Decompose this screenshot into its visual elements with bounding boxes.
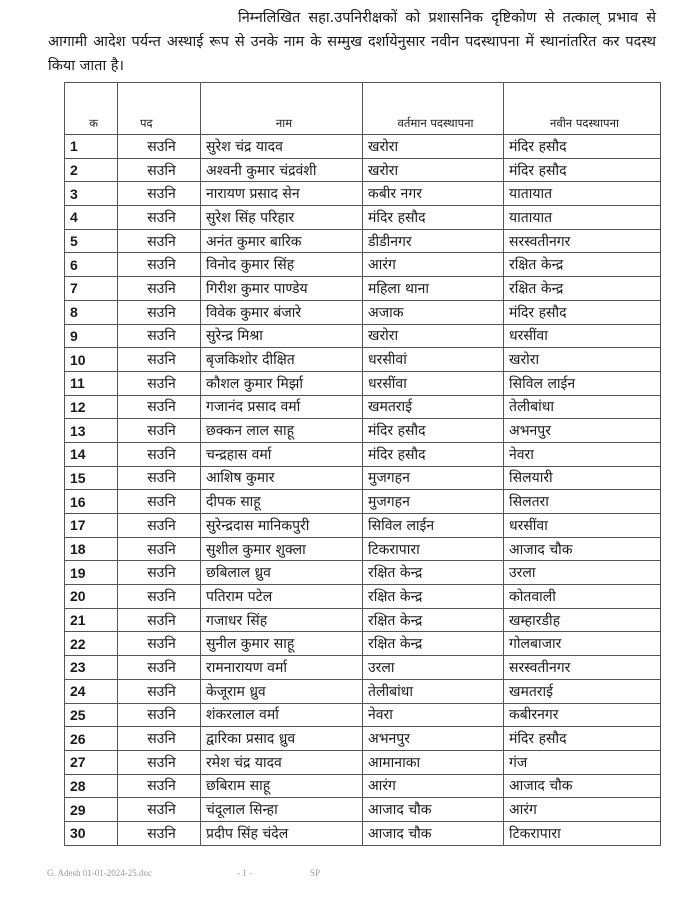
cell-serial: 29 (65, 798, 118, 822)
cell-new-posting: नेवरा (504, 442, 661, 466)
cell-current-posting: मंदिर हसौद (363, 206, 504, 230)
cell-new-posting: आरंग (504, 798, 661, 822)
header-name: नाम (201, 83, 363, 135)
cell-name: गिरीश कुमार पाण्डेय (201, 277, 363, 301)
table-row (65, 419, 661, 443)
cell-post: सउनि (118, 632, 201, 656)
cell-current-posting: मंदिर हसौद (363, 442, 504, 466)
footer-initials: SP (310, 868, 321, 878)
cell-current-posting: खरोरा (363, 158, 504, 182)
cell-post: सउनि (118, 371, 201, 395)
cell-name: बृजकिशोर दीक्षित (201, 348, 363, 372)
cell-current-posting: धरसींवा (363, 371, 504, 395)
cell-new-posting: कोतवाली (504, 585, 661, 609)
cell-post: सउनि (118, 750, 201, 774)
table-row (65, 158, 661, 182)
cell-name: चंदूलाल सिन्हा (201, 798, 363, 822)
cell-current-posting: नेवरा (363, 703, 504, 727)
table-row (65, 466, 661, 490)
cell-name: गजाधर सिंह (201, 608, 363, 632)
table-row (65, 585, 661, 609)
cell-current-posting: मंदिर हसौद (363, 419, 504, 443)
transfer-table (64, 82, 661, 846)
cell-serial: 13 (65, 419, 118, 443)
cell-name: प्रदीप सिंह चंदेल (201, 821, 363, 845)
cell-serial: 3 (65, 182, 118, 206)
cell-new-posting: मंदिर हसौद (504, 727, 661, 751)
cell-current-posting: धरसीवां (363, 348, 504, 372)
table-row (65, 821, 661, 845)
cell-serial: 21 (65, 608, 118, 632)
cell-serial: 4 (65, 206, 118, 230)
cell-post: सउनि (118, 490, 201, 514)
cell-serial: 26 (65, 727, 118, 751)
cell-current-posting: रक्षित केन्द्र (363, 561, 504, 585)
cell-serial: 27 (65, 750, 118, 774)
intro-paragraph (48, 6, 656, 78)
table-row (65, 774, 661, 798)
cell-post: सउनि (118, 561, 201, 585)
cell-current-posting: तेलीबांधा (363, 679, 504, 703)
table-row (65, 750, 661, 774)
cell-name: कौशल कुमार मिर्झा (201, 371, 363, 395)
table-row (65, 395, 661, 419)
table-header-row (65, 83, 661, 135)
cell-serial: 11 (65, 371, 118, 395)
cell-name: नारायण प्रसाद सेन (201, 182, 363, 206)
cell-name: सुनील कुमार साहू (201, 632, 363, 656)
cell-serial: 12 (65, 395, 118, 419)
cell-serial: 10 (65, 348, 118, 372)
cell-name: सुशील कुमार शुक्ला (201, 537, 363, 561)
cell-post: सउनि (118, 135, 201, 159)
cell-serial: 8 (65, 300, 118, 324)
cell-new-posting: आजाद चौक (504, 774, 661, 798)
cell-new-posting: कबीरनगर (504, 703, 661, 727)
cell-post: सउनि (118, 348, 201, 372)
cell-serial: 20 (65, 585, 118, 609)
cell-new-posting: अभनपुर (504, 419, 661, 443)
cell-current-posting: उरला (363, 656, 504, 680)
table-row (65, 277, 661, 301)
cell-post: सउनि (118, 727, 201, 751)
cell-name: पतिराम पटेल (201, 585, 363, 609)
table-row (65, 206, 661, 230)
cell-new-posting: यातायात (504, 206, 661, 230)
cell-name: शंकरलाल वर्मा (201, 703, 363, 727)
cell-post: सउनि (118, 324, 201, 348)
table-row (65, 348, 661, 372)
cell-post: सउनि (118, 585, 201, 609)
cell-post: सउनि (118, 182, 201, 206)
cell-current-posting: आजाद चौक (363, 798, 504, 822)
table-body (65, 135, 661, 846)
table-row (65, 632, 661, 656)
cell-name: चन्द्रहास वर्मा (201, 442, 363, 466)
cell-new-posting: गंज (504, 750, 661, 774)
cell-post: सउनि (118, 679, 201, 703)
cell-new-posting: खमतराई (504, 679, 661, 703)
cell-new-posting: टिकरापारा (504, 821, 661, 845)
intro-text: निम्नलिखित सहा.उपनिरीक्षकों को प्रशासनिक दृष्टिकोण से तत्काल् प्रभाव से आगामी आदेश पर्यन्त अस्थाई रूप से उनके नाम के सम्मुख दर्शायेनुसार नवीन पदस्थापना में स्थानांतरित कर पदस्थ किया जाता है। (48, 10, 656, 74)
cell-new-posting: सिलतरा (504, 490, 661, 514)
header-serial: क (65, 83, 118, 135)
cell-current-posting: डीडीनगर (363, 229, 504, 253)
table-row (65, 253, 661, 277)
cell-current-posting: सिविल लाईन (363, 514, 504, 538)
cell-current-posting: मुजगहन (363, 490, 504, 514)
cell-post: सउनि (118, 229, 201, 253)
cell-current-posting: खरोरा (363, 135, 504, 159)
cell-new-posting: मंदिर हसौद (504, 135, 661, 159)
cell-new-posting: मंदिर हसौद (504, 300, 661, 324)
cell-current-posting: आमानाका (363, 750, 504, 774)
table-row (65, 798, 661, 822)
cell-serial: 7 (65, 277, 118, 301)
table-row (65, 703, 661, 727)
cell-current-posting: रक्षित केन्द्र (363, 585, 504, 609)
cell-post: सउनि (118, 821, 201, 845)
table-row (65, 324, 661, 348)
header-post: पद (118, 83, 201, 135)
cell-serial: 1 (65, 135, 118, 159)
cell-name: द्वारिका प्रसाद ध्रुव (201, 727, 363, 751)
cell-current-posting: खमतराई (363, 395, 504, 419)
cell-new-posting: खम्हारडीह (504, 608, 661, 632)
cell-name: अनंत कुमार बारिक (201, 229, 363, 253)
table-row (65, 490, 661, 514)
cell-serial: 18 (65, 537, 118, 561)
cell-new-posting: मंदिर हसौद (504, 158, 661, 182)
cell-post: सउनि (118, 419, 201, 443)
cell-current-posting: अभनपुर (363, 727, 504, 751)
cell-current-posting: आरंग (363, 253, 504, 277)
cell-new-posting: रक्षित केन्द्र (504, 253, 661, 277)
cell-new-posting: गोलबाजार (504, 632, 661, 656)
cell-post: सउनि (118, 608, 201, 632)
table-row (65, 442, 661, 466)
cell-name: सुरेन्द्र मिश्रा (201, 324, 363, 348)
cell-name: केजूराम ध्रुव (201, 679, 363, 703)
table-row (65, 537, 661, 561)
footer-page-number: - 1 - (237, 868, 252, 878)
table-row (65, 727, 661, 751)
table-row (65, 561, 661, 585)
cell-serial: 25 (65, 703, 118, 727)
cell-name: दीपक साहू (201, 490, 363, 514)
cell-name: गजानंद प्रसाद वर्मा (201, 395, 363, 419)
table-row (65, 371, 661, 395)
cell-post: सउनि (118, 395, 201, 419)
cell-current-posting: महिला थाना (363, 277, 504, 301)
cell-new-posting: धरसींवा (504, 514, 661, 538)
cell-serial: 19 (65, 561, 118, 585)
cell-serial: 5 (65, 229, 118, 253)
cell-name: विनोद कुमार सिंह (201, 253, 363, 277)
cell-current-posting: रक्षित केन्द्र (363, 632, 504, 656)
cell-current-posting: कबीर नगर (363, 182, 504, 206)
table-row (65, 229, 661, 253)
cell-name: सुरेश चंद्र यादव (201, 135, 363, 159)
cell-post: सउनि (118, 656, 201, 680)
cell-post: सउनि (118, 158, 201, 182)
cell-post: सउनि (118, 537, 201, 561)
cell-new-posting: तेलीबांधा (504, 395, 661, 419)
cell-post: सउनि (118, 442, 201, 466)
cell-current-posting: रक्षित केन्द्र (363, 608, 504, 632)
cell-new-posting: धरसींवा (504, 324, 661, 348)
cell-post: सउनि (118, 514, 201, 538)
cell-serial: 9 (65, 324, 118, 348)
cell-post: सउनि (118, 206, 201, 230)
cell-name: सुरेश सिंह परिहार (201, 206, 363, 230)
cell-serial: 14 (65, 442, 118, 466)
cell-current-posting: अजाक (363, 300, 504, 324)
cell-current-posting: मुजगहन (363, 466, 504, 490)
cell-name: आशिष कुमार (201, 466, 363, 490)
table-row (65, 656, 661, 680)
header-new-posting: नवीन पदस्थापना (504, 83, 661, 135)
table-row (65, 679, 661, 703)
cell-name: छबिराम साहू (201, 774, 363, 798)
cell-new-posting: खरोरा (504, 348, 661, 372)
cell-post: सउनि (118, 798, 201, 822)
cell-post: सउनि (118, 774, 201, 798)
cell-serial: 17 (65, 514, 118, 538)
cell-post: सउनि (118, 703, 201, 727)
cell-serial: 6 (65, 253, 118, 277)
footer-filename: G. Adesh 01-01-2024-25.doc (47, 868, 152, 878)
cell-post: सउनि (118, 253, 201, 277)
cell-current-posting: आरंग (363, 774, 504, 798)
cell-current-posting: टिकरापारा (363, 537, 504, 561)
cell-post: सउनि (118, 466, 201, 490)
cell-serial: 30 (65, 821, 118, 845)
cell-post: सउनि (118, 277, 201, 301)
cell-serial: 24 (65, 679, 118, 703)
cell-name: रमेश चंद्र यादव (201, 750, 363, 774)
cell-serial: 22 (65, 632, 118, 656)
cell-new-posting: सिलयारी (504, 466, 661, 490)
cell-name: अश्वनी कुमार चंद्रवंशी (201, 158, 363, 182)
cell-new-posting: सरस्वतीनगर (504, 656, 661, 680)
cell-name: विवेक कुमार बंजारे (201, 300, 363, 324)
cell-new-posting: उरला (504, 561, 661, 585)
cell-name: छबिलाल ध्रुव (201, 561, 363, 585)
cell-new-posting: सिविल लाईन (504, 371, 661, 395)
cell-serial: 28 (65, 774, 118, 798)
cell-serial: 15 (65, 466, 118, 490)
cell-name: छक्कन लाल साहू (201, 419, 363, 443)
cell-serial: 16 (65, 490, 118, 514)
cell-new-posting: रक्षित केन्द्र (504, 277, 661, 301)
table-row (65, 514, 661, 538)
cell-current-posting: खरोरा (363, 324, 504, 348)
cell-new-posting: आजाद चौक (504, 537, 661, 561)
cell-current-posting: आजाद चौक (363, 821, 504, 845)
cell-name: रामनारायण वर्मा (201, 656, 363, 680)
cell-name: सुरेन्द्रदास मानिकपुरी (201, 514, 363, 538)
table-row (65, 608, 661, 632)
table-row (65, 135, 661, 159)
cell-serial: 2 (65, 158, 118, 182)
cell-new-posting: यातायात (504, 182, 661, 206)
cell-post: सउनि (118, 300, 201, 324)
cell-serial: 23 (65, 656, 118, 680)
cell-new-posting: सरस्वतीनगर (504, 229, 661, 253)
table-row (65, 182, 661, 206)
header-current-posting: वर्तमान पदस्थापना (363, 83, 504, 135)
table-row (65, 300, 661, 324)
